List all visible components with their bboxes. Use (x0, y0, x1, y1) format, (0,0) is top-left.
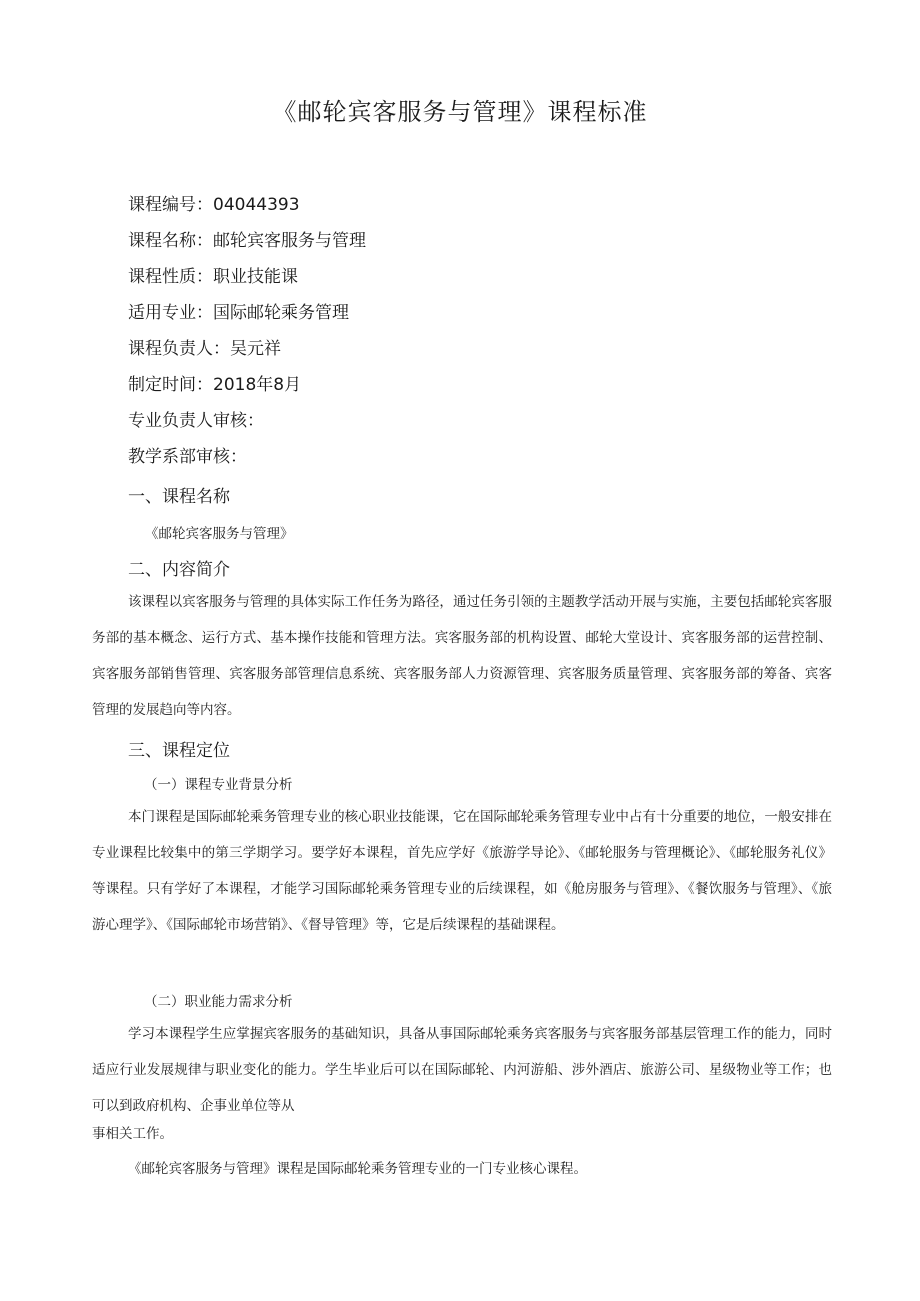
section-3-sub2-paragraph-tail: 事相关工作。 (92, 1126, 173, 1142)
section-2-heading: 二、内容简介 (128, 560, 230, 580)
section-3-sub2-closing: 《邮轮宾客服务与管理》课程是国际邮轮乘务管理专业的一门专业核心课程。 (128, 1161, 587, 1177)
meta-course-code: 课程编号：04044393 (128, 195, 300, 215)
section-3-heading: 三、课程定位 (128, 741, 230, 761)
section-3-sub1-heading: （一）课程专业背景分析 (144, 777, 293, 793)
course-meta-list (128, 191, 366, 479)
section-3-sub1-paragraph: 本门课程是国际邮轮乘务管理专业的核心职业技能课，它在国际邮轮乘务管理专业中占有十分重要的地位，一般安排在专业课程比较集中的第三学期学习。要学好本课程，首先应学好《旅游学导论》、《邮轮服务与管理概论》、《邮轮服务礼仪》等课程。只有学好了本课程，才能学习国际邮轮乘务管理专业的后续课程，如《舱房服务与管理》、《餐饮服务与管理》、《旅游心理学》、《国际邮轮市场营销》、《督导管理》等，它是后续课程的基础课程。 (92, 809, 832, 933)
meta-major-review: 专业负责人审核： (128, 411, 264, 431)
meta-major: 适用专业：国际邮轮乘务管理 (128, 303, 349, 323)
meta-course-type: 课程性质：职业技能课 (128, 267, 298, 287)
section-3-sub2-paragraph: 学习本课程学生应掌握宾客服务的基础知识，具备从事国际邮轮乘务宾客服务与宾客服务部基层管理工作的能力，同时适应行业发展规律与职业变化的能力。学生毕业后可以在国际邮轮、内河游船、涉外酒店、旅游公司、星级物业等工作；也可以到政府机构、企事业单位等从 (92, 1026, 832, 1114)
meta-course-name: 课程名称：邮轮宾客服务与管理 (128, 231, 366, 251)
section-1-heading: 一、课程名称 (128, 487, 230, 507)
section-3-sub2-heading: （二）职业能力需求分析 (144, 994, 293, 1010)
document-title: 《邮轮宾客服务与管理》课程标准 (272, 98, 648, 126)
meta-dept-review: 教学系部审核： (128, 447, 247, 467)
meta-course-owner: 课程负责人：吴元祥 (128, 339, 281, 359)
meta-date: 制定时间：2018年8月 (128, 375, 302, 395)
section-2-paragraph: 该课程以宾客服务与管理的具体实际工作任务为路径，通过任务引领的主题教学活动开展与实施，主要包括邮轮宾客服务部的基本概念、运行方式、基本操作技能和管理方法。宾客服务部的机构设置、邮轮大堂设计、宾客服务部的运营控制、宾客服务部销售管理、宾客服务部管理信息系统、宾客服务部人力资源管理、宾客服务质量管理、宾客服务部的筹备、宾客管理的发展趋向等内容。 (92, 594, 832, 718)
section-1-text: 《邮轮宾客服务与管理》 (145, 526, 294, 542)
